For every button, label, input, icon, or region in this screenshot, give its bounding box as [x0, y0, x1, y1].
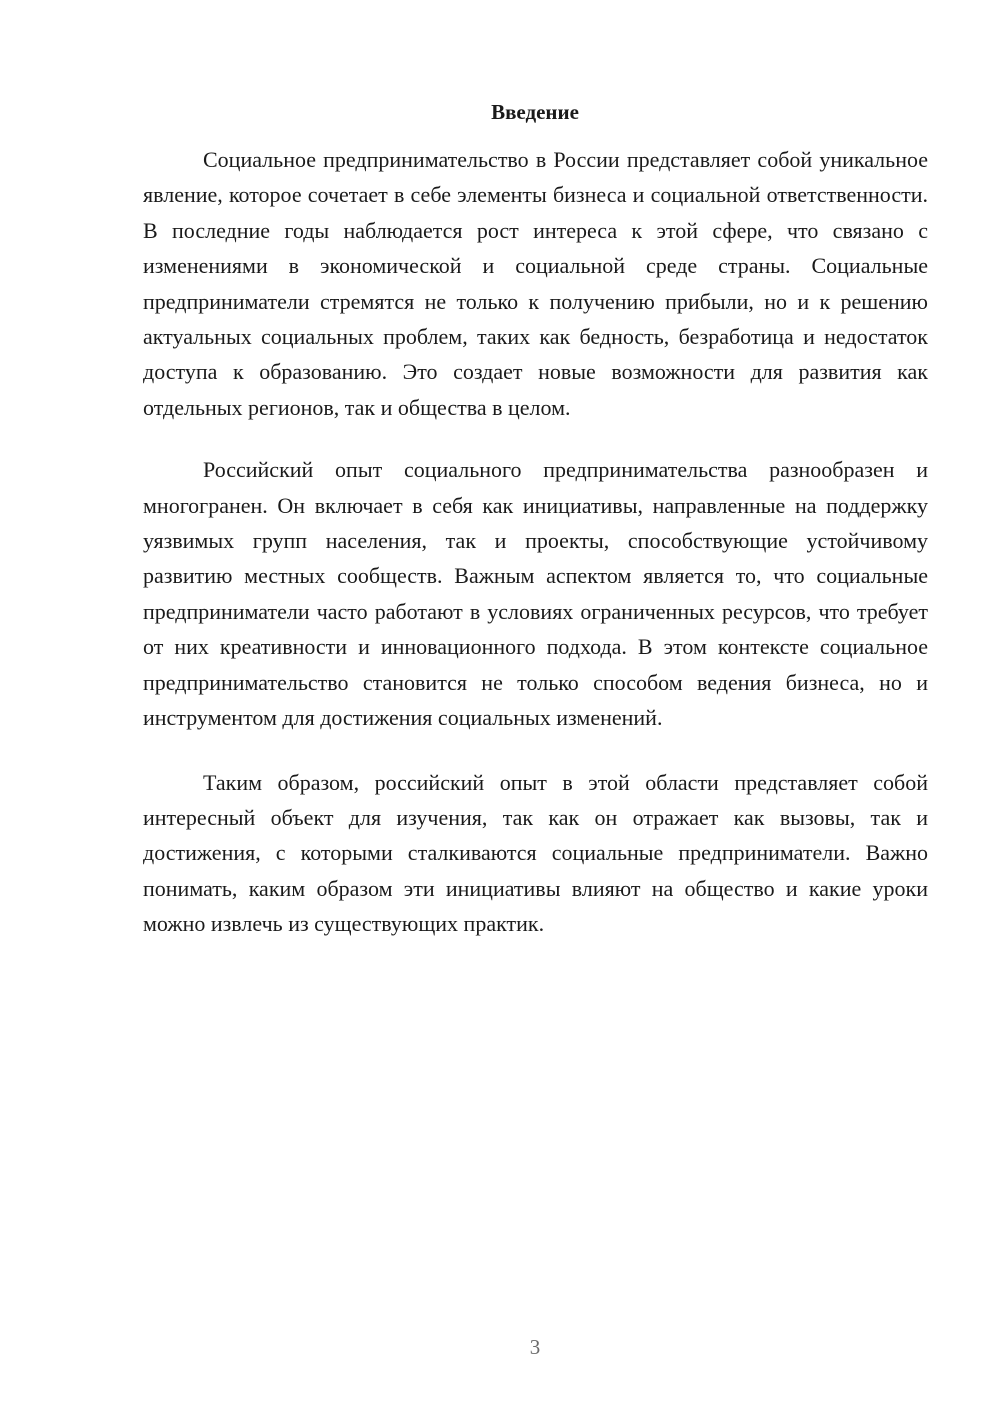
paragraph-3: Таким образом, российский опыт в этой области представляет собой интересный объект для изучения, так как он отражает как вызовы, так и достижения, с которыми сталкиваются социальные предприниматели. Важно понимать, каким образом эти инициативы влияют на общество и какие уроки можно извлечь из существующих практик. — [143, 769, 928, 937]
document-body — [143, 142, 928, 942]
paragraph-1: Социальное предпринимательство в России представляет собой уникальное явление, которое сочетает в себе элементы бизнеса и социальной ответственности. В последние годы наблюдается рост интереса к этой сфере, что связано с изменениями в экономической и социальной среде страны. Социальные предприниматели стремятся не только к получению прибыли, но и к решению актуальных социальных проблем, таких как бедность, безработица и недостаток доступа к образованию. Это создает новые возможности для развития как отдельных регионов, так и общества в целом. — [143, 147, 928, 420]
page-title: Введение — [491, 100, 579, 124]
paragraph-2: Российский опыт социального предпринимательства разнообразен и многогранен. Он включает в себя как инициативы, направленные на поддержку уязвимых групп населения, так и проекты, способствующие устойчивому развитию местных сообществ. Важным аспектом является то, что социальные предприниматели часто работают в условиях ограниченных ресурсов, что требует от них креативности и инновационного подхода. В этом контексте социальное предпринимательство становится не только способом ведения бизнеса, но и инструментом для достижения социальных изменений. — [143, 457, 928, 731]
page-number: 3 — [529, 1335, 541, 1359]
